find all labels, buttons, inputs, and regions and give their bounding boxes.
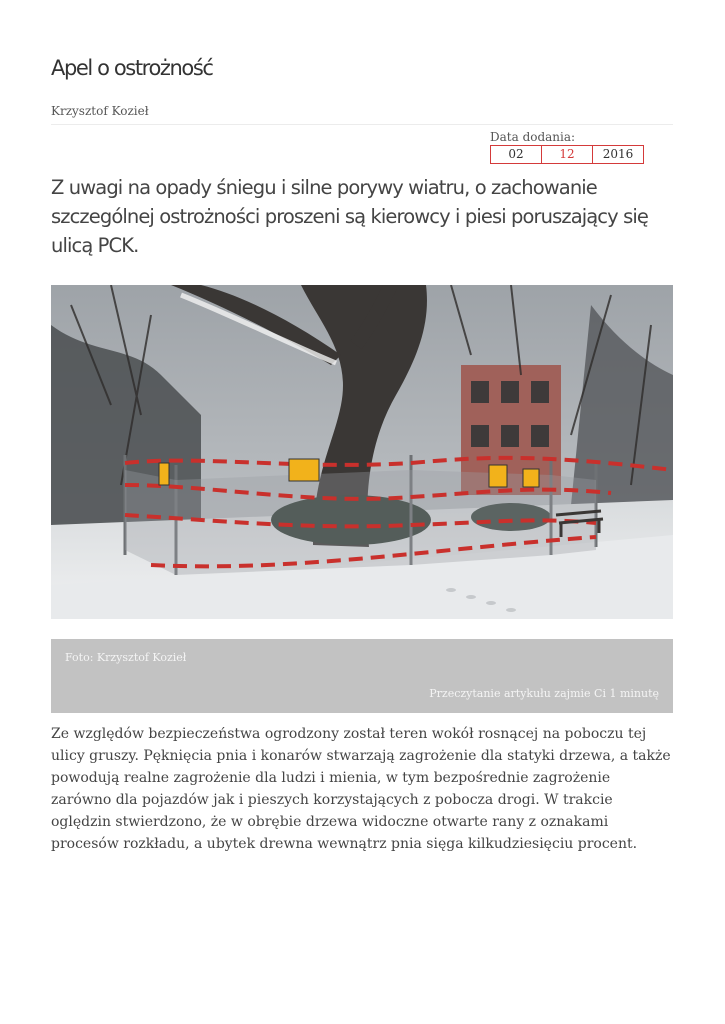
photo-illustration xyxy=(51,285,673,619)
reading-time: Przeczytanie artykułu zajmie Ci 1 minutę xyxy=(429,687,659,700)
date-year: 2016 xyxy=(592,145,644,164)
date-day: 02 xyxy=(490,145,542,164)
article-author: Krzysztof Kozieł xyxy=(51,104,149,118)
article-lead: Z uwagi na opady śniegu i silne porywy wiatru, o zachowanie szczególnej ostrożności proszeni są kierowcy i piesi poruszający się ulicą PCK. xyxy=(51,176,648,257)
article-title: Apel o ostrożność xyxy=(51,56,213,80)
article-body: Ze względów bezpieczeństwa ogrodzony został teren wokół rosnącej na poboczu tej ulicy gruszy. Pęknięcia pnia i konarów stwarzają zagrożenie dla statyki drzewa, a także powodują realne zagrożenie dla ludzi i mienia, w tym bezpośrednie zagrożenie zarówno dla pojazdów jak i pieszych korzystających z pobocza drogi. W trakcie oględzin stwierdzono, że w obrębie drzewa widoczne otwarte rany z oznakami procesów rozkładu, a ubytek drewna wewnątrz pnia sięga kilkudziesięciu procent. xyxy=(51,726,671,852)
date-month: 12 xyxy=(541,145,593,164)
header-divider xyxy=(51,124,673,125)
date-display xyxy=(490,145,643,164)
date-label: Data dodania: xyxy=(490,130,576,144)
photo-caption xyxy=(51,639,673,713)
article-photo[interactable] xyxy=(51,285,673,619)
photo-credit: Foto: Krzysztof Kozieł xyxy=(65,651,187,664)
